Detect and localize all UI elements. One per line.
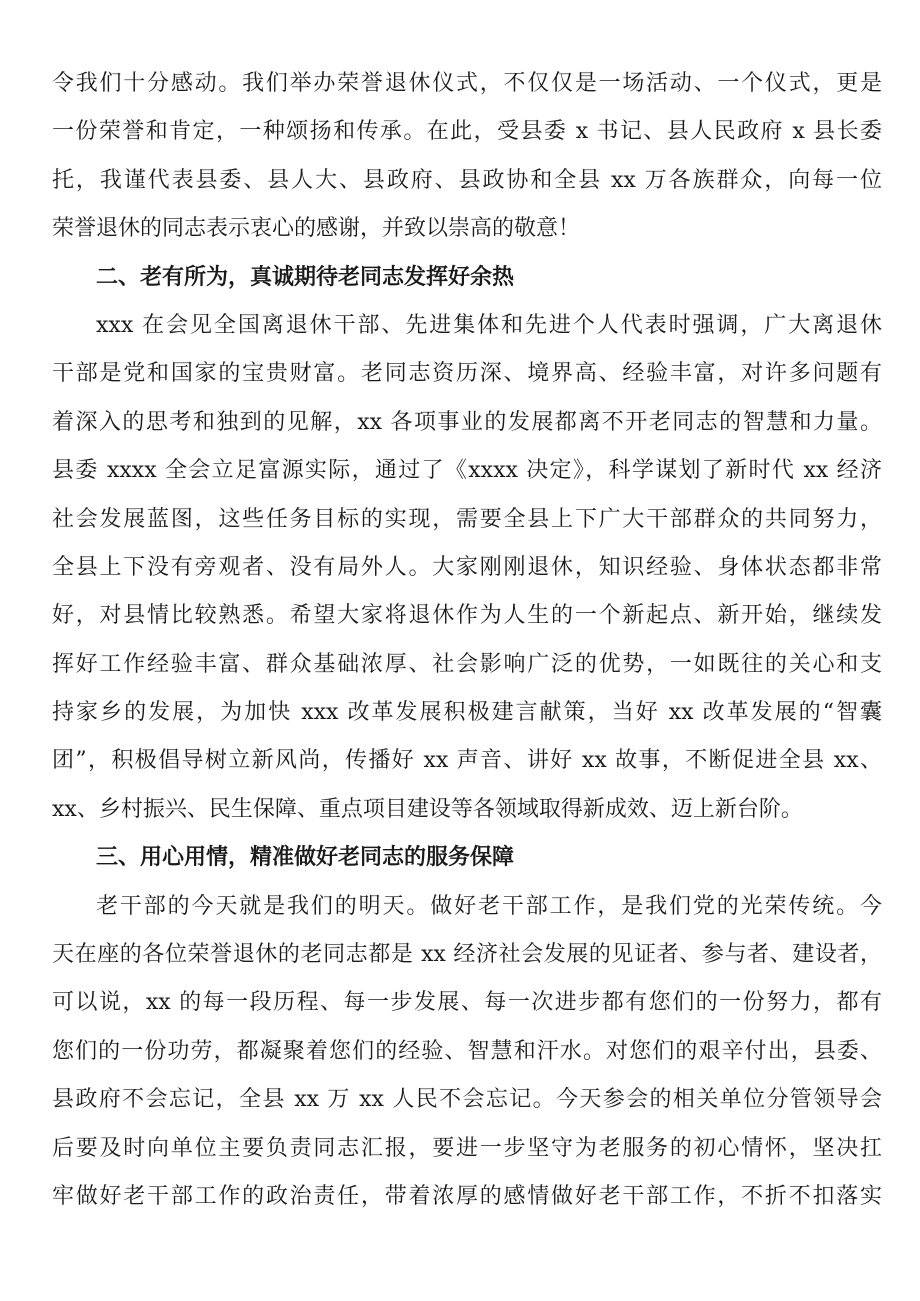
body-text-line: 可以说，xx 的每一段历程、每一步发展、每一次进步都有您们的一份努力，都有	[52, 990, 882, 1016]
body-text-line: 全县上下没有旁观者、没有局外人。大家刚刚退休，知识经验、身体状态都非常	[52, 554, 882, 580]
body-text-line: 老干部的今天就是我们的明天。做好老干部工作，是我们党的光荣传统。今	[96, 893, 882, 919]
body-text-line: xxx 在会见全国离退休干部、先进集体和先进个人代表时强调，广大离退休	[96, 312, 882, 338]
body-text-line: xx、乡村振兴、民生保障、重点项目建设等各领域取得新成效、迈上新台阶。	[52, 796, 803, 822]
document-page	[52, 60, 882, 1221]
section-heading-3: 三、用心用情，精准做好老同志的服务保障	[96, 845, 515, 871]
body-text-line: 令我们十分感动。我们举办荣誉退休仪式，不仅仅是一场活动、一个仪式，更是	[52, 71, 882, 96]
body-text-line: 持家乡的发展，为加快 xxx 改革发展积极建言献策，当好 xx 改革发展的“智囊	[52, 700, 882, 726]
body-text-line: 干部是党和国家的宝贵财富。老同志资历深、境界高、经验丰富，对许多问题有	[52, 361, 882, 387]
section-heading-2: 二、老有所为，真诚期待老同志发挥好余热	[96, 264, 515, 290]
body-text-line: 一份荣誉和肯定，一种颂扬和传承。在此，受县委 x 书记、县人民政府 x 县长委	[52, 119, 882, 145]
body-text-line: 您们的一份功劳，都凝聚着您们的经验、智慧和汗水。对您们的艰辛付出，县委、	[52, 1038, 882, 1064]
body-text-line: 好，对县情比较熟悉。希望大家将退休作为人生的一个新起点、新开始，继续发	[52, 603, 882, 629]
body-text-line: 县政府不会忘记，全县 xx 万 xx 人民不会忘记。今天参会的相关单位分管领导会	[52, 1087, 882, 1113]
body-text-line: 县委 xxxx 全会立足富源实际，通过了《xxxx 决定》，科学谋划了新时代 xx 经济	[52, 458, 882, 484]
body-text-line: 着深入的思考和独到的见解，xx 各项事业的发展都离不开老同志的智慧和力量。	[52, 409, 882, 435]
body-text-line: 社会发展蓝图，这些任务目标的实现，需要全县上下广大干部群众的共同努力，	[52, 506, 882, 532]
body-text-line: 挥好工作经验丰富、群众基础浓厚、社会影响广泛的优势，一如既往的关心和支	[52, 651, 882, 677]
body-text-line: 荣誉退休的同志表示衷心的感谢，并致以崇高的敬意！	[52, 216, 581, 242]
body-text-line: 天在座的各位荣誉退休的老同志都是 xx 经济社会发展的见证者、参与者、建设者，	[52, 942, 882, 968]
body-text-line: 托，我谨代表县委、县人大、县政府、县政协和全县 xx 万各族群众，向每一位	[52, 167, 882, 193]
body-text-line: 团”，积极倡导树立新风尚，传播好 xx 声音、讲好 xx 故事，不断促进全县 xx、	[52, 748, 882, 774]
body-text-line: 后要及时向单位主要负责同志汇报，要进一步坚守为老服务的初心情怀，坚决扛	[52, 1135, 882, 1161]
body-text-line: 牢做好老干部工作的政治责任，带着浓厚的感情做好老干部工作，不折不扣落实	[52, 1183, 882, 1209]
